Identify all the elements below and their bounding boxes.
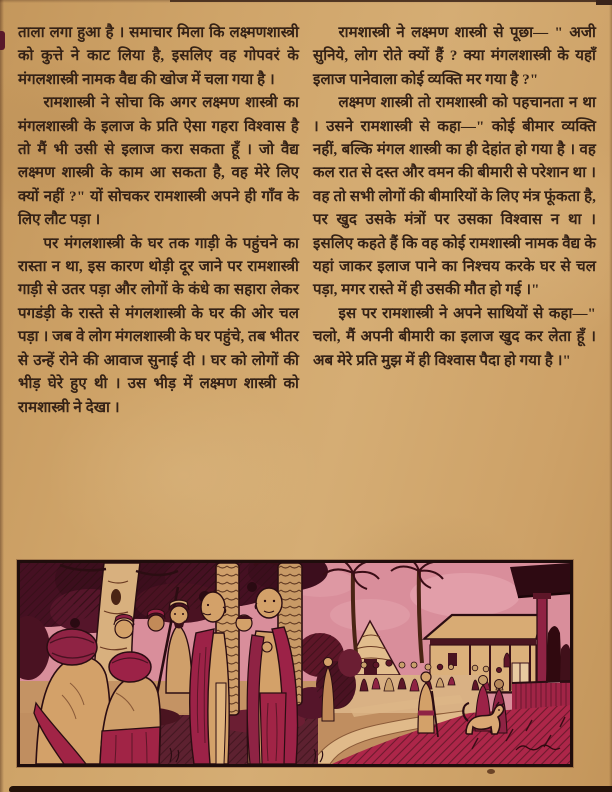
text-column-right [313, 22, 596, 373]
scan-edge-top [170, 0, 612, 2]
paragraph: ताला लगा हुआ है । समाचार मिला कि लक्ष्मणशास्त्री को कुत्ते ने काट लिया है, इसलिए वह गोपवरं के मंगलशास्त्री नामक वैद्य की खोज में चला गया है । [18, 25, 299, 88]
paper-speck [487, 769, 495, 774]
turbaned-villager-back-right [100, 652, 160, 764]
paragraph: पर मंगलशास्त्री के घर तक गाड़ी के पहुंचने का रास्ता न था, इस कारण थोड़ी दूर जाने पर रामशास्त्री गाड़ी से उतर पड़ा और लोगों के कंधे का सहारा लेकर पगडंड़ी के रास्ते से मंगलशास्त्री के घर की ओर चल पड़ा । जब वे लोग मंगलशास्त्री के घर पहुंचे, तब भीतर से उन्हें रोने की आवाज सुनाई दी । घर को लोगों की भीड़ घेरे हुए थी । उस भीड़ में लक्ष्मण शास्त्री को रामशास्त्री ने देखा । [18, 235, 299, 416]
scan-edge-left [0, 0, 4, 792]
text-column-left [18, 22, 299, 420]
paragraph: लक्ष्मण शास्त्री तो रामशास्त्री को पहचानता न था । उसने रामशास्त्री से कहा—" कोई बीमार व्यक्ति नहीं, बल्कि मंगल शास्त्री का ही देहांत हो गया है । वह कल रात से दस्त और वमन की बीमारी से परेशान था । वह तो सभी लोगों की बीमारियों के लिए मंत्र फूंकता है, पर खुद उसके मंत्रों पर उसका विश्वास न था । इसलिए कहते हैं कि वह कोई रामशास्त्री नामक वैद्य के यहां जाकर इलाज पाने का निश्चय करके घर से चल पड़ा, मगर रास्ते में ही उसकी मौत हो गई ।" [313, 95, 596, 299]
paragraph: इस पर रामशास्त्री ने अपने साथियों से कहा—" चलो, मैं अपनी बीमारी का इलाज खुद कर लेता हूँ । अब मेरे प्रति मुझ में ही विश्वास पैदा हो गया है ।" [313, 305, 596, 369]
scan-edge-bottom [9, 786, 612, 792]
paragraph: रामशास्त्री ने सोचा कि अगर लक्ष्मण शास्त्री का मंगलशास्त्री के इलाज के प्रति ऐसा गहरा विश्वास है तो मैं भी उसी से इलाज करा सकता हूँ । जो वैद्य लक्ष्मण शास्त्री के काम आ सकता है, वह मेरे लिए क्यों नहीं ?" यों सोचकर रामशास्त्री अपने ही गाँव के लिए लौट पड़ा । [18, 95, 299, 229]
ink-mark-left-edge [0, 31, 5, 50]
village-scene-drawing [20, 563, 570, 764]
paragraph: रामशास्त्री ने लक्ष्मण शास्त्री से पूछा— " अजी सुनिये, लोग रोते क्यों हैं ? क्या मंगलशास्त्री के यहाँ इलाज पानेवाला कोई व्यक्ति मर गया है ?" [313, 25, 596, 88]
ink-mark-top-right [596, 0, 612, 5]
village-scene-illustration [17, 560, 573, 767]
